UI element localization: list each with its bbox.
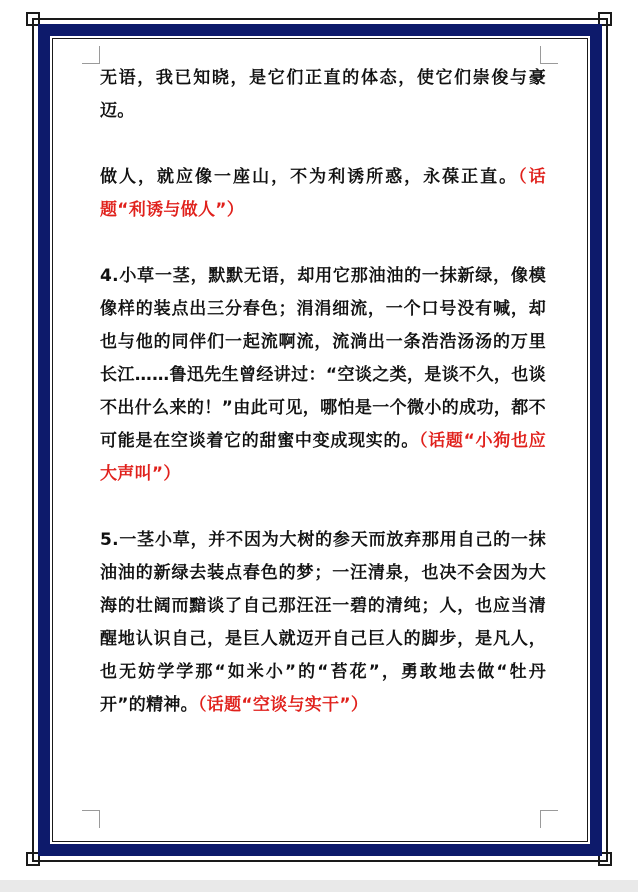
crop-mark xyxy=(540,810,558,828)
paragraph xyxy=(100,161,546,227)
paragraph xyxy=(100,260,546,491)
topic-label: （话题“空谈与实干”） xyxy=(197,695,369,715)
crop-mark xyxy=(82,810,100,828)
paragraph-text: 无语，我已知晓，是它们正直的体态，使它们崇俊与豪迈。 xyxy=(100,68,546,121)
paragraph-text: 做人，就应像一座山，不为利诱所惑，永葆正直。 xyxy=(100,167,519,187)
paragraph xyxy=(100,62,546,128)
paragraph-text: 4.小草一茎，默默无语，却用它那油油的一抹新绿，像模像样的装点出三分春色；涓涓细流，一个口号没有喊，却也与他的同伴们一起流啊流，流淌出一条浩浩汤汤的万里长江……鲁迅先生曾经讲过：“空谈之类，是谈不久，也谈不出什么来的！”由此可见，哪怕是一个微小的成功，都不可能是在空谈着它的甜蜜中变成现实的。 xyxy=(100,266,546,451)
paragraph xyxy=(100,524,546,722)
document-body xyxy=(100,62,546,755)
crop-mark xyxy=(82,46,100,64)
topic-label: （话题“利诱与做人”） xyxy=(100,167,546,220)
topic-label: （话题“小狗也应大声叫”） xyxy=(100,431,547,484)
paragraph-text: 5.一茎小草，并不因为大树的参天而放弃那用自己的一抹油油的新绿去装点春色的梦；一汪清泉，也决不会因为大海的壮阔而黯谈了自己那汪汪一碧的清纯；人，也应当清醒地认识自己，是巨人就迈开自己巨人的脚步，是凡人，也无妨学学那“如米小”的“苔花”，勇敢地去做“牡丹开”的精神。 xyxy=(100,530,546,715)
viewer-bottom-strip xyxy=(0,880,638,892)
